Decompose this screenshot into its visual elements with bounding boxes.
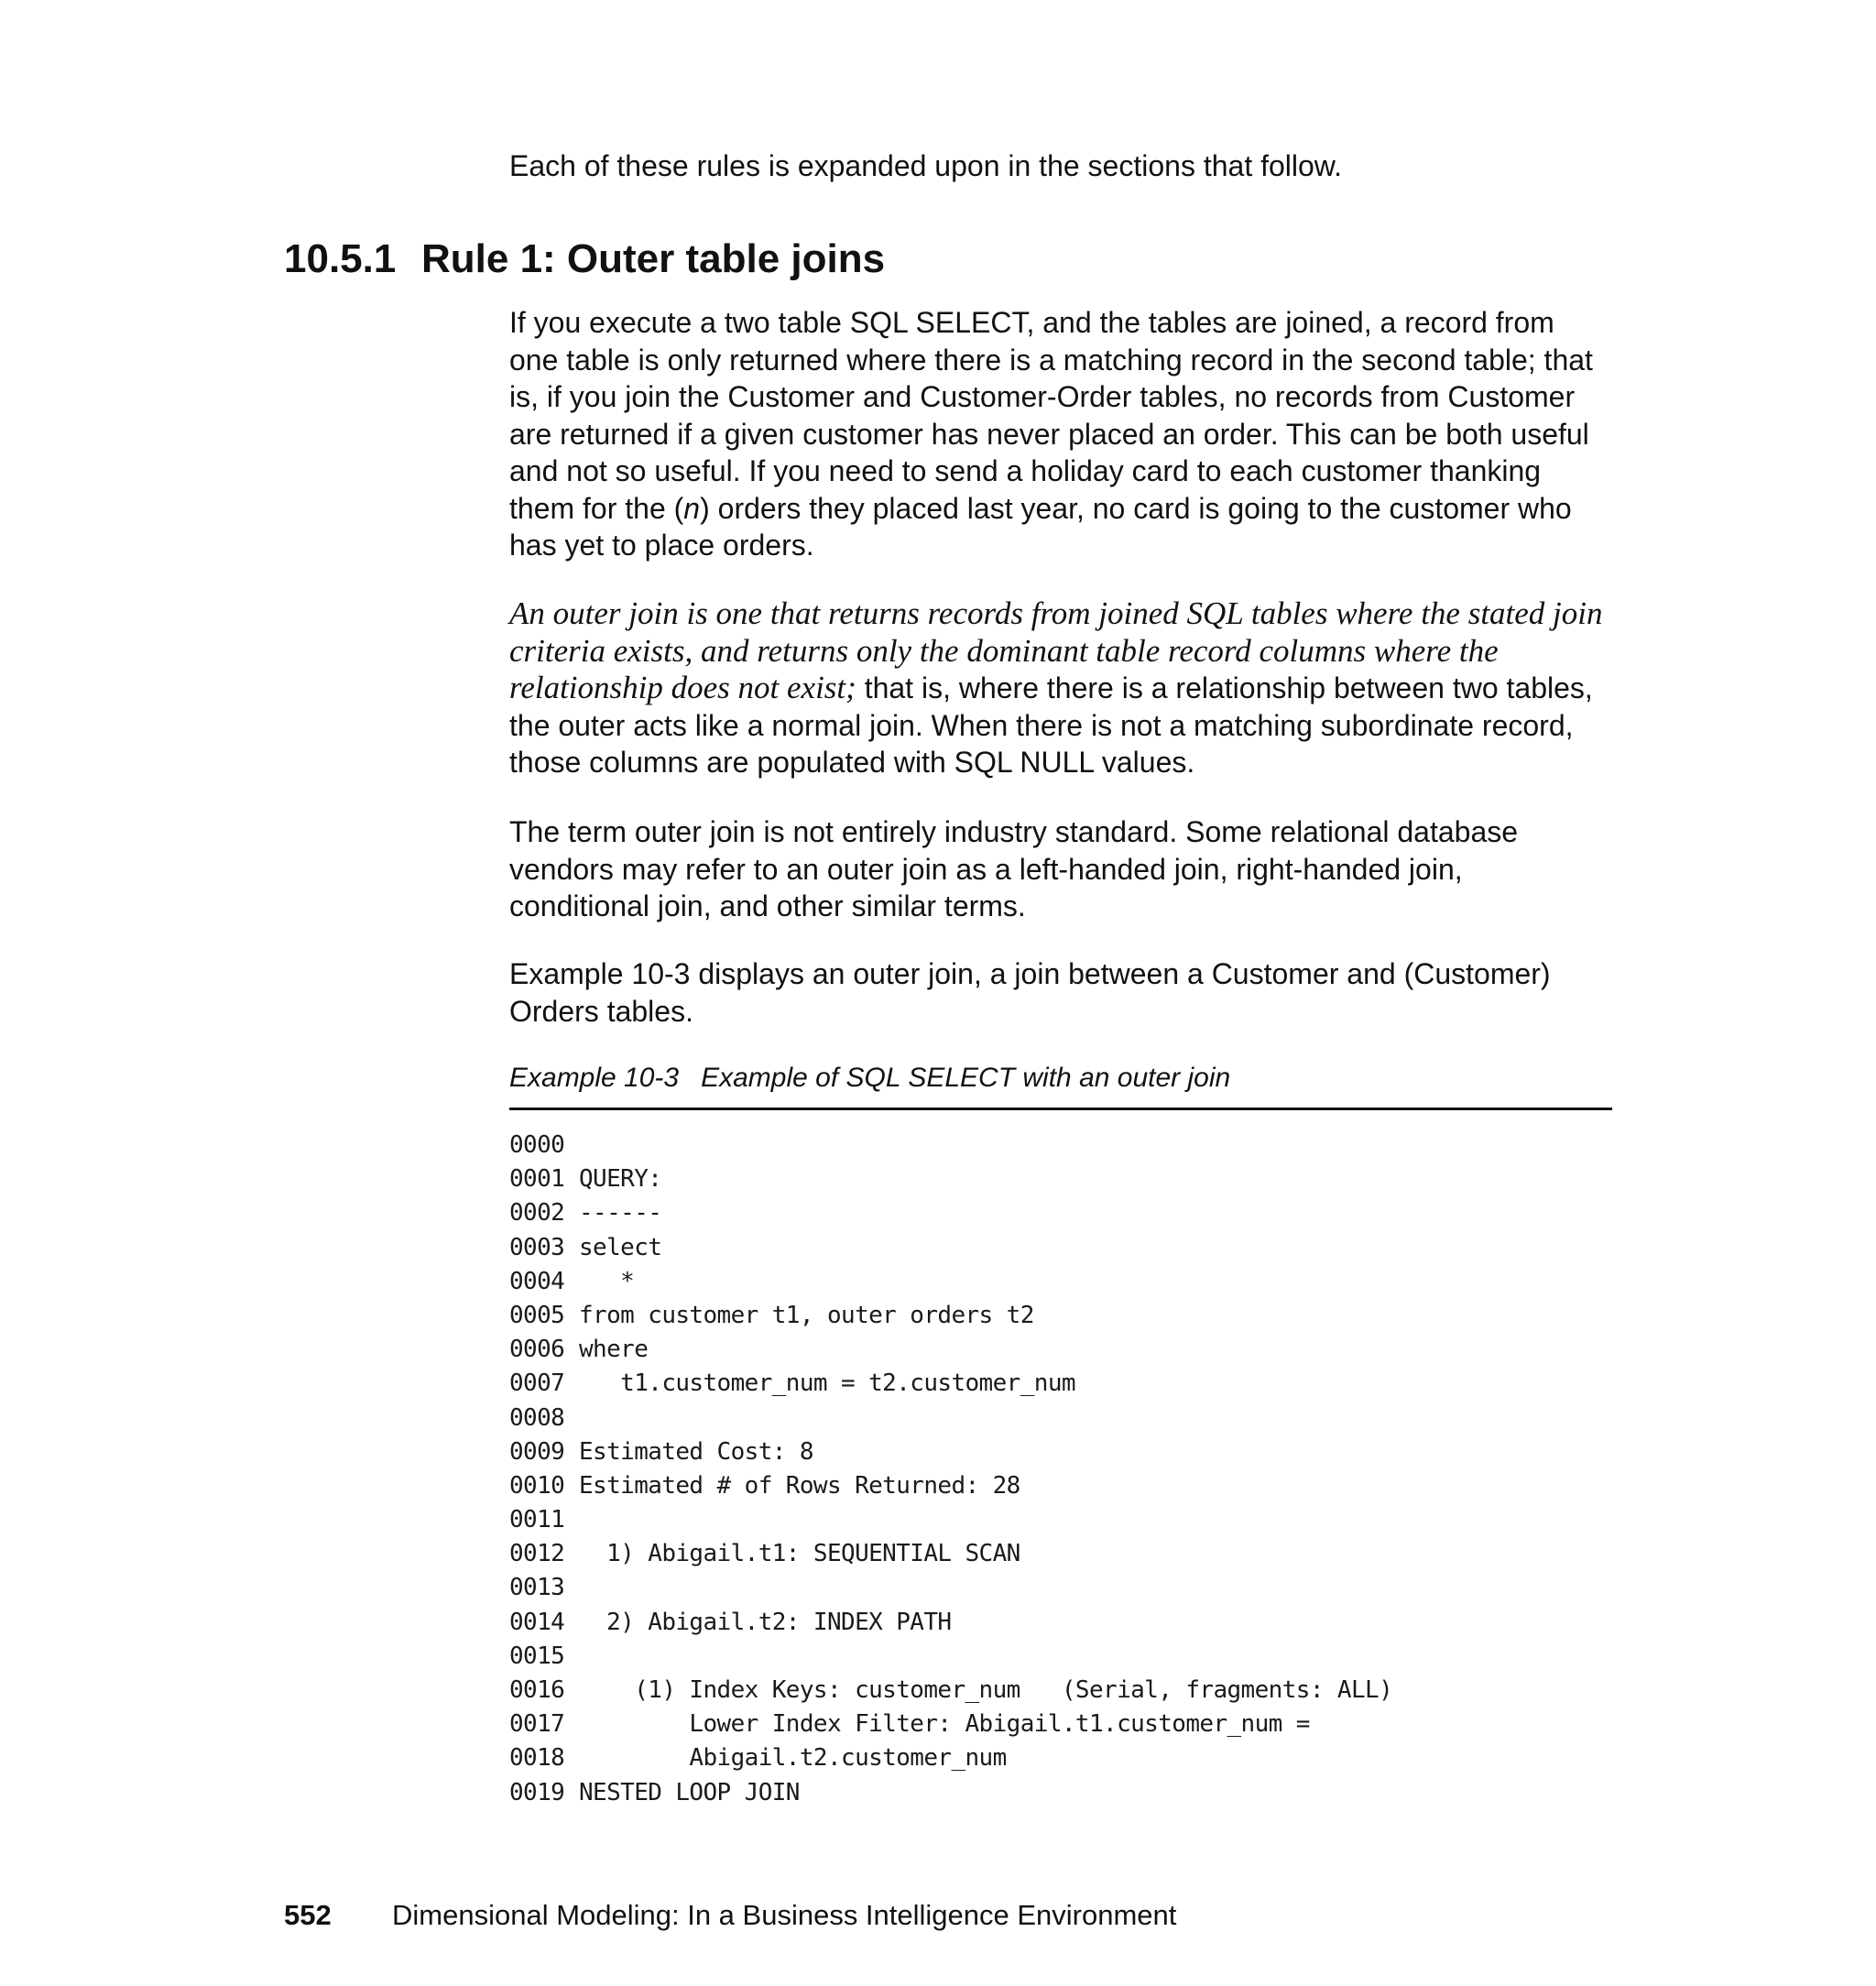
code-line-number: 0015	[509, 1642, 565, 1670]
code-line	[509, 1640, 1392, 1674]
paragraph-1-text-start: If you execute a two table SQL SELECT, and the tables are joined, a record from one table is only returned where there is a matching record in the second table; that is, if you join the Customer and Customer-Order tables, no records from Customer are returned if a given customer has never placed an order. This can be both useful and not so useful. If you need to send a holiday card to each customer thanking them for the (	[509, 306, 1593, 525]
code-line	[509, 1606, 1392, 1640]
code-line-number: 0011	[509, 1506, 565, 1534]
code-line	[509, 1674, 1392, 1708]
code-line-text: Abigail.t2.customer_num	[579, 1744, 1007, 1773]
example-caption	[509, 1063, 1230, 1094]
code-line	[509, 1129, 1392, 1162]
code-line-text: t1.customer_num = t2.customer_num	[579, 1369, 1075, 1398]
code-line	[509, 1503, 1392, 1537]
code-line-text: (1) Index Keys: customer_num (Serial, fragments: ALL)	[579, 1676, 1393, 1704]
code-line	[509, 1776, 1392, 1810]
code-line	[509, 1571, 1392, 1605]
code-line	[509, 1333, 1392, 1367]
code-listing	[509, 1129, 1392, 1810]
code-line-number: 0019	[509, 1778, 565, 1806]
intro-paragraph: Each of these rules is expanded upon in the sections that follow.	[509, 149, 1343, 182]
code-line-number: 0006	[509, 1336, 565, 1364]
page-footer	[284, 1899, 1176, 1932]
paragraph-1-text-end: ) orders they placed last year, no card is going to the customer who has yet to place orders.	[509, 491, 1572, 562]
example-label: Example 10-3	[509, 1063, 680, 1093]
code-line-number: 0013	[509, 1574, 565, 1602]
code-line	[509, 1402, 1392, 1435]
code-line-number: 0000	[509, 1131, 565, 1159]
code-line-number: 0016	[509, 1676, 565, 1704]
code-line-number: 0002	[509, 1199, 565, 1228]
code-line-number: 0005	[509, 1301, 565, 1329]
code-line	[509, 1162, 1392, 1196]
code-line-text: Estimated Cost: 8	[579, 1437, 813, 1466]
page-number: 552	[284, 1899, 332, 1931]
code-line-number: 0012	[509, 1540, 565, 1568]
code-line-number: 0008	[509, 1403, 565, 1432]
code-line-text: 1) Abigail.t1: SEQUENTIAL SCAN	[579, 1540, 1020, 1568]
code-line	[509, 1367, 1392, 1401]
code-line-number: 0017	[509, 1710, 565, 1739]
paragraph-outer-join-definition	[509, 595, 1609, 781]
code-line-number: 0004	[509, 1267, 565, 1295]
paragraph-1-italic-n: n	[683, 491, 701, 525]
code-line	[509, 1708, 1392, 1741]
caption-rule	[509, 1108, 1612, 1110]
code-line-text: 2) Abigail.t2: INDEX PATH	[579, 1608, 952, 1636]
outer-join-definition: An outer join is one that returns records from joined SQL tables where the stated join criteria exists, and returns only the dominant table record columns where the relationship does not exist;	[509, 595, 1603, 705]
code-line	[509, 1537, 1392, 1571]
code-line-number: 0010	[509, 1471, 565, 1500]
code-line-text: NESTED LOOP JOIN	[579, 1778, 800, 1806]
code-line	[509, 1469, 1392, 1503]
code-line-text: Estimated # of Rows Returned: 28	[579, 1471, 1020, 1500]
code-line-number: 0009	[509, 1437, 565, 1466]
code-line-number: 0003	[509, 1233, 565, 1261]
section-heading	[284, 236, 885, 282]
code-line-number: 0018	[509, 1744, 565, 1773]
code-line-text: ------	[579, 1199, 662, 1228]
code-line-text: select	[579, 1233, 662, 1261]
code-line	[509, 1231, 1392, 1265]
code-line	[509, 1196, 1392, 1230]
section-title: Rule 1: Outer table joins	[421, 236, 886, 281]
code-line	[509, 1741, 1392, 1775]
code-line	[509, 1265, 1392, 1299]
paragraph-terminology: The term outer join is not entirely industry standard. Some relational database vendors may refer to an outer join as a left-handed join, right-handed join, conditional join, and other similar terms.	[509, 815, 1519, 922]
code-line-text: Lower Index Filter: Abigail.t1.customer_num =	[579, 1710, 1310, 1739]
paragraph-example-intro: Example 10-3 displays an outer join, a join between a Customer and (Customer) Orders tables.	[509, 957, 1551, 1028]
code-line	[509, 1299, 1392, 1333]
code-line-number: 0007	[509, 1369, 565, 1398]
code-line-text: where	[579, 1336, 649, 1364]
example-title: Example of SQL SELECT with an outer join	[701, 1063, 1231, 1093]
section-number: 10.5.1	[284, 236, 397, 281]
code-line-text: QUERY:	[579, 1165, 662, 1194]
code-line-number: 0014	[509, 1608, 565, 1636]
code-line-text: *	[579, 1267, 635, 1295]
code-line-text: from customer t1, outer orders t2	[579, 1301, 1034, 1329]
code-line	[509, 1435, 1392, 1469]
book-title: Dimensional Modeling: In a Business Intelligence Environment	[392, 1899, 1177, 1931]
code-line-number: 0001	[509, 1165, 565, 1194]
paragraph-inner-join	[509, 304, 1609, 564]
paragraph-2-text: that is, where there is a relationship between two tables, the outer acts like a normal join. When there is not a matching subordinate record, those columns are populated with SQL NULL values.	[509, 671, 1593, 779]
